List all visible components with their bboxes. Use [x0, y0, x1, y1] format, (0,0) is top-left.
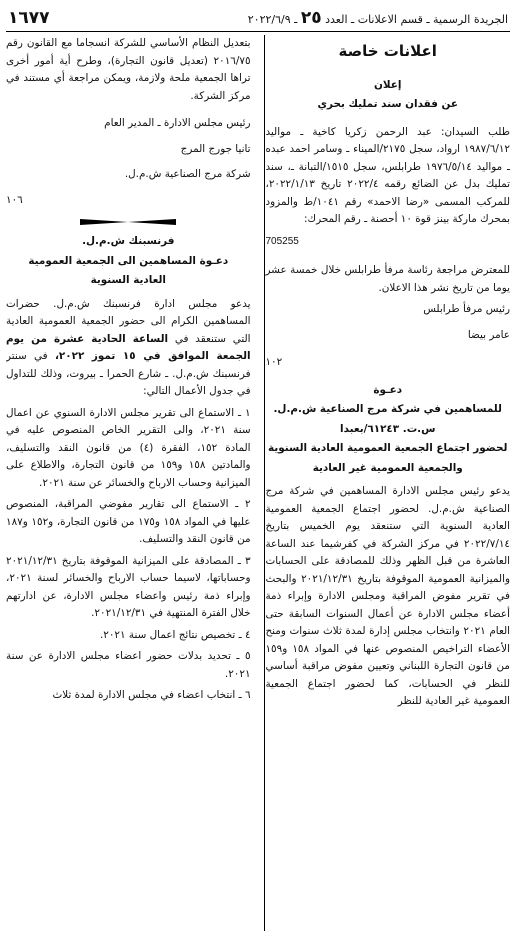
sign-title: رئيس مجلس الادارة ـ المدير العام: [104, 117, 251, 129]
issue-number: ٢٥: [300, 8, 322, 28]
meeting-title: لحضور اجتماع الجمعية العمومية العادية السنوية: [268, 442, 508, 454]
agenda-item: ٣ ـ المصادقة على الميزانية الموقوفة بتاريخ ٢٠٢١/١٢/٣١ وحساباتها، لاسيما حساب الارباح والخسائر لسنة ٢٠٢١، وإبراء ذمة رئيس واعضاء مجلس الادارة، عن ادارتهم خلال الفترة المنتهية في ٢٠٢١/١٢/٣١.: [6, 554, 251, 619]
engine-number: 705255: [265, 235, 299, 247]
notice-label: إعلان: [374, 78, 402, 91]
agenda-item: ١ ـ الاستماع الى تقرير مجلس الادارة السنوي عن اعمال سنة ٢٠٢١، والى التقرير الخاص المنصوص عليه في المادة ١٥٢، الفقرة (٤) من قانون النقد والتسليف، والمادتين ١٥٨ و١٥٩ من قانون التجارة، والاطلاع على الميزانية وحساب الارباح والخسائر عن سنة ٢٠٢١.: [6, 406, 251, 489]
invitation-body: يدعو رئيس مجلس الادارة المساهمين في شركة مرج الصناعية ش.م.ل. لحضور اجتماع الجمعية العمومية العادية السنوية التي ستنعقد يوم الخميس بتاريخ ٢٠٢٢/٧/١٤ في مركز الشركة في كفرشيما عند الساعة العاشرة من قبل الظهر وذلك للمصادقة على الحسابات والميزانية العمومية الموقوفة بتاريخ ٢٠٢١/١٢/٣١ والبحث في تقرير مفوض المراقبة ومجلس الادارة وإبراء ذمة أعضاء مجلس الادارة عن أعمال السنوات السابقة حتى العام ٢٠٢١ وانتخاب مجلس إدارة لمدة ثلاث سنوات ومنح الأعضاء التراخيص المنصوص عنها في المواد ١٥٨ و١٥٩ من قانون التجارة اللبناني وتعيين مفوض مراقبة أساسي للنظر في الحسابات، كما لحضور اجتماع الجمعية العمومية غير العادية للنظر: [265, 485, 510, 707]
section-title: اعلانات خاصة: [338, 42, 437, 60]
agenda-item: ٥ ـ تحديد بدلات حضور اعضاء مجلس الادارة عن سنة ٢٠٢١.: [6, 650, 251, 680]
agenda-item: ٤ ـ تخصيص نتائج اعمال سنة ٢٠٢١.: [99, 628, 251, 641]
registry-number: س.ت. ٦١٢٤٣/بعبدا: [340, 422, 436, 435]
sign-name: تانيا جورج المرج: [180, 142, 251, 155]
ornament-divider: [6, 219, 251, 225]
sign-company: شركة مرج الصناعية ش.م.ل.: [124, 168, 251, 180]
issue-date: ـ ٢٠٢٢/٦/٩: [247, 13, 298, 26]
notice-body: طلب السيدان: عبد الرحمن زكريا كاخية ـ مواليد ١٩٨٧/٦/١٢ ارواد، سجل ٢١٧٥/الميناء ـ وسامر احمد عبده ـ مواليد ١٩٧٦/٥/١٤ طرابلس، سجل ١٥١٥/التبانة ـ، سند تمليك بدل عن الضائع رقمه ٢٠٢٢/٤ تاريخ ٢٠٢٢/١/١٣، للمركب المسمى «رضا الاحمد» رقم ١٠٤١/ط والمزود بمحرك ماركة بينز قوة ١٠ أحصنة ـ رقم المحرك:: [265, 125, 510, 225]
signatory-name: عامر بيضا: [467, 328, 510, 341]
notice-ref: ١٠٦: [6, 193, 23, 206]
column-divider: [255, 35, 266, 931]
signatory-title: رئيس مرفأ طرابلس: [423, 303, 510, 315]
notice-ref: ١٠٢: [265, 356, 283, 368]
agenda-item: ٢ ـ الاستماع الى تقارير مفوضي المراقبة، المنصوص عليها في المواد ١٥٨ و١٧٥ من قانون التجارة، و١٥٢ و١٨٧ من قانون النقد والتسليف.: [6, 498, 251, 545]
meeting-subtitle: والجمعية العمومية غير العادية: [312, 461, 463, 474]
page-number: ١٦٧٧: [8, 8, 50, 28]
left-column: [6, 35, 251, 931]
invitation-title: دعـوة المساهمين الى الجمعية العمومية: [28, 254, 229, 267]
right-column: [265, 35, 510, 931]
publication-line: [248, 8, 508, 28]
intro-text: يدعو مجلس ادارة فرنسبنك ش.م.ل. حضرات المساهمين الكرام الى حضور الجمعية العمومية العادية التي ستنعقد في: [6, 297, 251, 345]
agenda-item: ٦ ـ انتخاب اعضاء في مجلس الادارة لمدة ثلاث: [52, 689, 251, 701]
invitation-label: دعـوة: [373, 383, 403, 396]
objection-text: للمعترض مراجعة رئاسة مرفأ طرابلس خلال خمسة عشر يوما من تاريخ نشر هذا الاعلان.: [265, 264, 510, 294]
publication-name: الجريدة الرسمية ـ قسم الاعلانات ـ العدد: [325, 13, 508, 26]
invitation-title: للمساهمين في شركة مرج الصناعية ش.م.ل.: [273, 403, 502, 415]
company-name: فرنسبنك ش.م.ل.: [82, 235, 175, 247]
continuation-text: بتعديل النظام الأساسي للشركة انسجاما مع القانون رقم ٢٠١٦/٧٥ (تعديل قانون التجارة)، وطرح أية أمور أخرى تراها الجمعية ملحة ولازمة، ويمكن مراجعة أي مستند في مركز الشركة.: [6, 37, 251, 102]
intro-date: الساعة الحادية عشرة من يوم الجمعة الموافق في ١٥ تموز ٢٠٢٢،: [6, 332, 251, 362]
page-header: [6, 4, 510, 32]
notice-title: عن فقدان سند تمليك بحري: [317, 98, 458, 110]
invitation-intro: [6, 296, 251, 401]
invitation-subtitle: العادية السنوية: [90, 274, 166, 286]
intro-text-end: في سنتر فرنسبنك ش.م.ل. ـ شارع الحمرا ـ بيروت، وذلك للتداول في جدول الأعمال التالي:: [6, 350, 251, 397]
